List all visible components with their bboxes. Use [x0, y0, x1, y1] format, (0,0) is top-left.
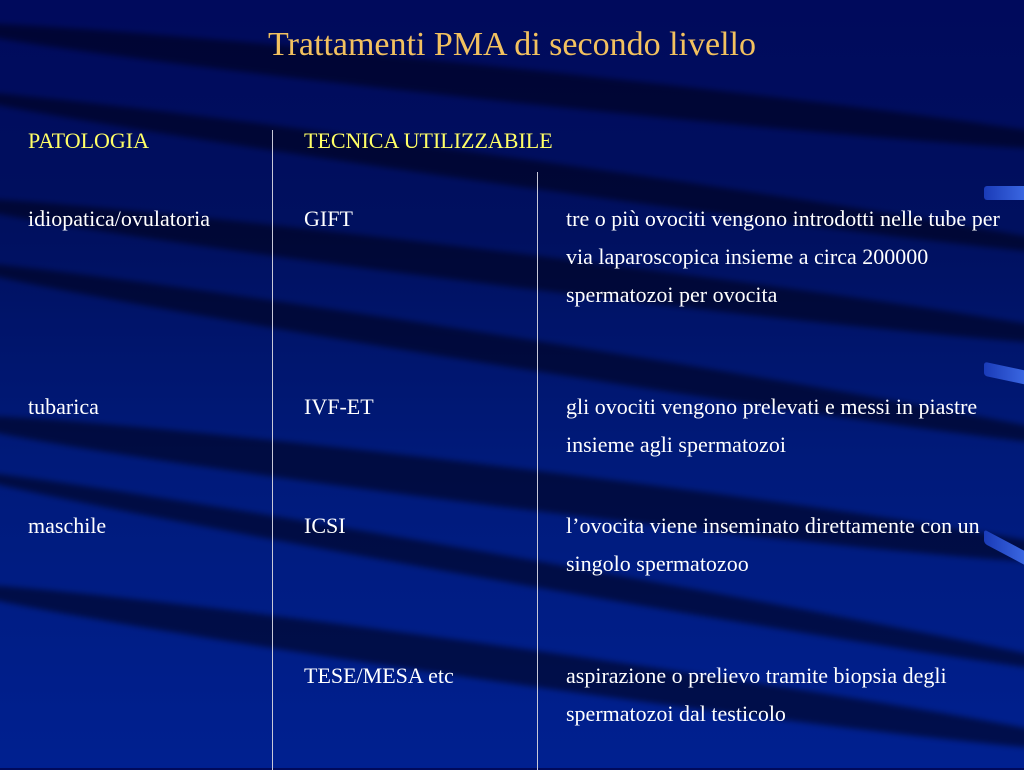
cell-descrizione: tre o più ovociti vengono introdotti nelle tube per via laparoscopica insieme a circa 200000 spermatozoi per ovocita [566, 206, 1000, 307]
cell-patologia: tubarica [28, 394, 99, 419]
edge-decoration [984, 186, 1024, 200]
cell-patologia: maschile [28, 513, 107, 538]
cell-descrizione: l’ovocita viene inseminato direttamente con un singolo spermatozoo [566, 513, 980, 576]
cell-tecnica: GIFT [304, 206, 353, 231]
slide-title: Trattamenti PMA di secondo livello [268, 26, 756, 63]
cell-tecnica: ICSI [304, 513, 346, 538]
cell-tecnica: TESE/MESA etc [304, 663, 454, 688]
cell-tecnica: IVF-ET [304, 394, 374, 419]
cell-patologia: idiopatica/ovulatoria [28, 206, 211, 231]
column-header-tecnica: TECNICA UTILIZZABILE [304, 128, 553, 153]
column-divider [272, 130, 273, 770]
edge-decoration [984, 362, 1024, 385]
column-header-patologia: PATOLOGIA [28, 128, 150, 153]
cell-descrizione: gli ovociti vengono prelevati e messi in piastre insieme agli spermatozoi [566, 394, 978, 457]
cell-descrizione: aspirazione o prelievo tramite biopsia degli spermatozoi dal testicolo [566, 663, 947, 726]
column-divider [537, 172, 538, 770]
